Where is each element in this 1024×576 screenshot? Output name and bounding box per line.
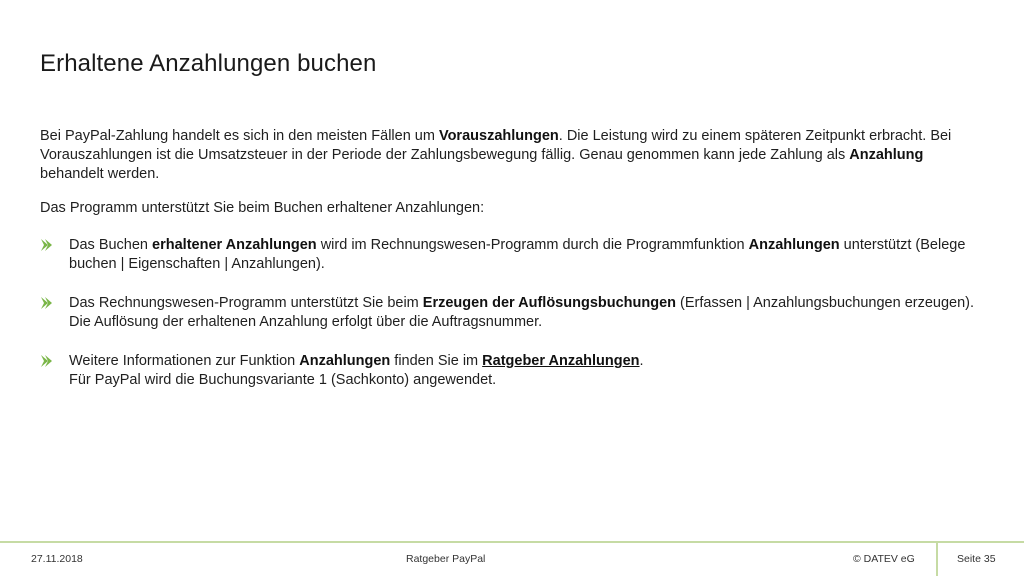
- bullet-3-line-2: Für PayPal wird die Buchungsvariante 1 (Sachkonto) angewendet.: [69, 372, 497, 388]
- bullet-2-bold-1: Erzeugen der Auflösungsbuchungen: [422, 295, 677, 311]
- footer-page-number: Seite 35: [957, 553, 996, 565]
- intro-text-1: Bei PayPal-Zahlung handelt es sich in den meisten Fällen um: [40, 128, 439, 144]
- footer-divider: [0, 541, 1024, 543]
- footer-copyright: © DATEV eG: [853, 553, 915, 565]
- bullet-1-text-1: Das Buchen: [69, 237, 153, 253]
- footer-separator: [936, 541, 938, 576]
- slide-content: [40, 127, 985, 410]
- bullet-1-bold-1: erhaltener Anzahlungen: [152, 237, 317, 253]
- list-item: [40, 352, 985, 390]
- bullet-3-text-3: .: [639, 353, 644, 369]
- bullet-1-text-2: wird im Rechnungswesen-Programm durch die Programmfunktion: [316, 237, 749, 253]
- intro-paragraph: [40, 127, 985, 184]
- footer-title: Ratgeber PayPal: [406, 553, 486, 565]
- bullet-3-bold-1: Anzahlungen: [299, 353, 391, 369]
- list-item: [40, 236, 985, 274]
- arrow-check-bullet-icon: [40, 237, 54, 253]
- intro-bold-vorauszahlungen: Vorauszahlungen: [438, 128, 559, 144]
- arrow-check-bullet-icon: [40, 353, 54, 369]
- bullet-list: [40, 236, 985, 390]
- page-title: Erhaltene Anzahlungen buchen: [40, 50, 377, 77]
- support-paragraph: Das Programm unterstützt Sie beim Buchen erhaltener Anzahlungen:: [40, 200, 485, 216]
- list-item: [40, 294, 985, 332]
- bullet-3-text-2: finden Sie im: [390, 353, 483, 369]
- bullet-1-bold-2: Anzahlungen: [748, 237, 840, 253]
- bullet-2-text-1: Das Rechnungswesen-Programm unterstützt Sie beim: [69, 295, 423, 311]
- arrow-check-bullet-icon: [40, 295, 54, 311]
- intro-text-3: behandelt werden.: [40, 166, 160, 182]
- ratgeber-anzahlungen-link[interactable]: Ratgeber Anzahlungen: [482, 353, 640, 369]
- intro-bold-anzahlung: Anzahlung: [849, 147, 924, 163]
- intro-text-2: . Die Leistung wird zu einem späteren Zeitpunkt erbracht. Bei Vorauszahlungen ist die Umsatzsteuer in der Periode der Zahlungsbewegung fällig. Genau genommen kann jede Zahlung als: [40, 128, 952, 163]
- bullet-1-text-3: unterstützt (Belege buchen | Eigenschaften | Anzahlungen).: [69, 237, 966, 272]
- bullet-3-text-1: Weitere Informationen zur Funktion: [69, 353, 300, 369]
- bullet-2-text-2: (Erfassen | Anzahlungsbuchungen erzeugen). Die Auflösung der erhaltenen Anzahlung erfolgt über die Auftragsnummer.: [69, 295, 975, 330]
- footer-date: 27.11.2018: [31, 553, 83, 565]
